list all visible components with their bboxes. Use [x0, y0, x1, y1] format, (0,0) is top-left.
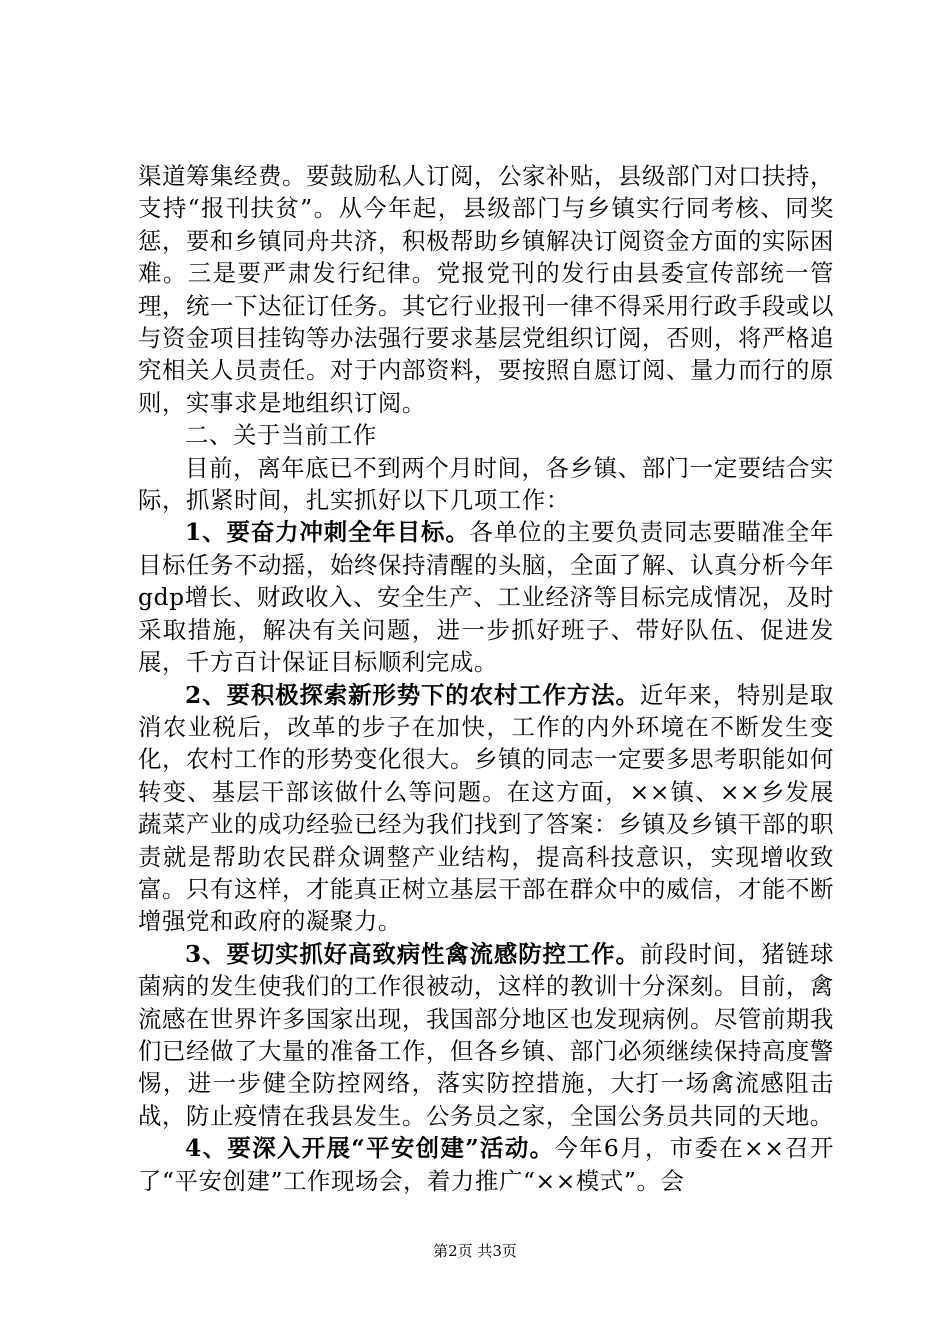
- document-body: [138, 160, 834, 1197]
- paragraph-item-2: [138, 679, 834, 938]
- page-footer: [0, 1241, 950, 1261]
- paragraph-text: 渠道筹集经费。要鼓励私人订阅，公家补贴，县级部门对口扶持，支持“报刊扶贫”。从今年起，县级部门与乡镇实行同考核、同奖惩，要和乡镇同舟共济，积极帮助乡镇解决订阅资金方面的实际困难。三是要严肃发行纪律。党报党刊的发行由县委宣传部统一管理，统一下达征订任务。其它行业报刊一律不得采用行政手段或以与资金项目挂钩等办法强行要求基层党组织订阅，否则，将严格追究相关人员责任。对于内部资料，要按照自愿订阅、量力而行的原则，实事求是地组织订阅。: [138, 162, 834, 417]
- paragraph-intro: [138, 452, 834, 517]
- section-heading-text: 二、关于当前工作: [185, 421, 377, 450]
- paragraph-lead: 4、要深入开展“平安创建”活动。: [185, 1134, 555, 1163]
- paragraph-item-3: [138, 938, 834, 1132]
- paragraph-text: 各单位的主要负责同志要瞄准全年目标任务不动摇，始终保持清醒的头脑，全面了解、认真分析今年gdp增长、财政收入、安全生产、工业经济等目标完成情况，及时采取措施，解决有关问题，进一步抓好班子、带好队伍、促进发展，千方百计保证目标顺利完成。: [138, 518, 834, 677]
- paragraph-item-4: [138, 1132, 834, 1197]
- section-heading: [138, 419, 834, 451]
- page-number-label: 第2页 共3页: [433, 1242, 517, 1260]
- paragraph-text: 近年来，特别是取消农业税后，改革的步子在加快，工作的内外环境在不断发生变化，农村工作的形势变化很大。乡镇的同志一定要多思考职能如何转变、基层干部该做什么等问题。在这方面，××镇、××乡发展蔬菜产业的成功经验已经为我们找到了答案：乡镇及乡镇干部的职责就是帮助农民群众调整产业结构，提高科技意识，实现增收致富。只有这样，才能真正树立基层干部在群众中的威信，才能不断增强党和政府的凝聚力。: [138, 680, 834, 936]
- paragraph-text: 前段时间，猪链球菌病的发生使我们的工作很被动，这样的教训十分深刻。目前，禽流感在世界许多国家出现，我国部分地区也发现病例。尽管前期我们已经做了大量的准备工作，但各乡镇、部门必须继续保持高度警惕，进一步健全防控网络，落实防控措施，大打一场禽流感阻击战，防止疫情在我县发生。公务员之家，全国公务员共同的天地。: [138, 939, 834, 1130]
- paragraph-text: 目前，离年底已不到两个月时间，各乡镇、部门一定要结合实际，抓紧时间，扎实抓好以下几项工作：: [138, 453, 834, 515]
- paragraph-item-1: [138, 516, 834, 678]
- paragraph-text: 今年6月，市委在××召开了“平安创建”工作现场会，着力推广“××模式”。会: [138, 1134, 834, 1195]
- paragraph-lead: 2、要积极探索新形势下的农村工作方法。: [185, 680, 640, 709]
- paragraph-continuation: [138, 160, 834, 419]
- paragraph-lead: 1、要奋力冲刺全年目标。: [185, 518, 470, 547]
- paragraph-lead: 3、要切实抓好高致病性禽流感防控工作。: [185, 939, 640, 968]
